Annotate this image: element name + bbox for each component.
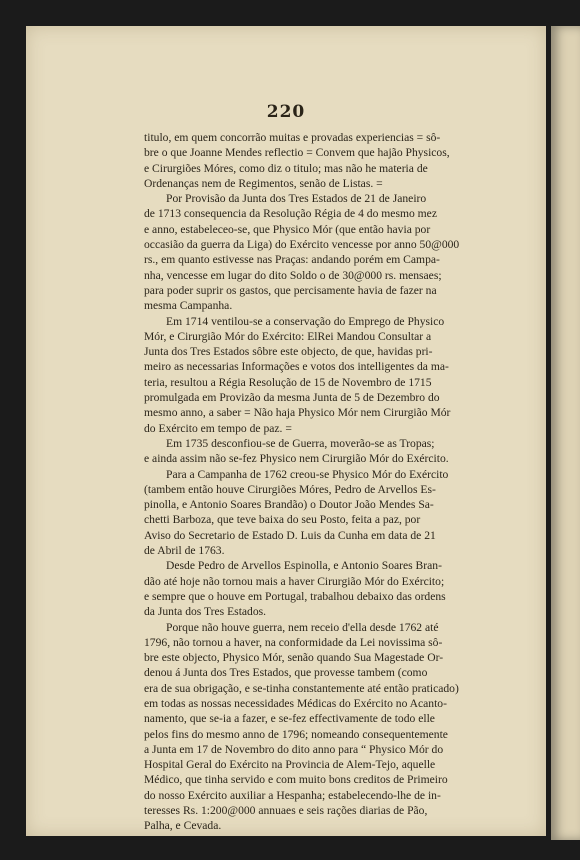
text-line: da Junta dos Tres Estados. (144, 605, 267, 619)
text-line: nha, vencesse em lugar do dito Soldo o de 30@000 rs. mensaes; (144, 268, 442, 282)
page-body-text (144, 130, 544, 834)
text-line: para poder suprir os gastos, que percisamente havia de fazer na (144, 283, 437, 297)
text-line: teresses Rs. 1:200@000 annuaes e seis rações diarias de Pão, (144, 804, 428, 818)
text-line: Aviso do Secretario de Estado D. Luis da Cunha em data de 21 (144, 528, 436, 542)
text-line: era de sua obrigação, e se-tinha constantemente até então praticado) (144, 681, 459, 695)
text-line: do Exército em tempo de paz. = (144, 421, 292, 435)
text-line: occasião da guerra da Liga) do Exército vencesse por anno 50@000 (144, 238, 460, 252)
text-line: Médico, que tinha servido e com muito bons creditos de Primeiro (144, 773, 448, 787)
paragraph (144, 467, 544, 559)
text-line: Hospital Geral do Exército na Provincia de Alem-Tejo, aquelle (144, 758, 436, 772)
text-line: denou á Junta dos Tres Estados, que provesse tambem (como (144, 666, 428, 680)
text-line: Desde Pedro de Arvellos Espinolla, e Antonio Soares Bran- (166, 559, 442, 573)
text-line: em todas as nossas necessidades Médicas do Exército no Acanto- (144, 696, 447, 710)
text-line: Mór, e Cirurgião Mór do Exército: ElRei Mandou Consultar a (144, 329, 432, 343)
text-line: Ordenanças nem de Regimentos, senão de Listas. = (144, 176, 383, 190)
text-line: e sempre que o houve em Portugal, trabalhou debaixo das ordens (144, 589, 446, 603)
text-line: Para a Campanha de 1762 creou-se Physico Mór do Exército (166, 467, 449, 481)
paragraph (144, 620, 544, 834)
adjacent-page-edge (551, 26, 580, 840)
paragraph (144, 130, 544, 191)
text-line: pinolla, e Antonio Soares Brandão) o Doutor João Mendes Sa- (144, 498, 434, 512)
text-line: e Cirurgiões Móres, como diz o titulo; mas não he materia de (144, 161, 428, 175)
text-line: bre este objecto, Physico Mór, senão quando Sua Magestade Or- (144, 651, 444, 665)
text-line: Em 1714 ventilou-se a conservação do Emprego de Physico (166, 314, 445, 328)
page-number: 220 (266, 102, 306, 122)
text-line: Em 1735 desconfiou-se de Guerra, moverão-se as Tropas; (166, 436, 435, 450)
text-line: e ainda assim não se-fez Physico nem Cirurgião Mór do Exército. (144, 452, 449, 466)
text-line: rs., em quanto estivesse nas Praças: andando porém em Campa- (144, 253, 440, 267)
text-line: Por Provisão da Junta dos Tres Estados de 21 de Janeiro (166, 192, 427, 206)
text-line: bre o que Joanne Mendes reflectio = Convem que hajão Physicos, (144, 146, 450, 160)
text-line: de 1713 consequencia da Resolução Régia de 4 do mesmo mez (144, 207, 437, 221)
text-line: Junta dos Tres Estados sôbre este objecto, de que, havidas pri- (144, 345, 433, 359)
paragraph (144, 191, 544, 313)
text-line: do nosso Exército auxiliar a Hespanha; estabelecendo-lhe de in- (144, 788, 441, 802)
text-line: namento, que se-ia a fazer, e se-fez effectivamente de todo elle (144, 712, 435, 726)
text-line: mesmo anno, a saber = Não haja Physico Mór nem Cirurgião Mór (144, 406, 451, 420)
text-line: mesma Campanha. (144, 299, 233, 313)
text-line: (tambem então houve Cirurgiões Móres, Pedro de Arvellos Es- (144, 482, 436, 496)
text-line: de Abril de 1763. (144, 544, 225, 558)
text-line: chetti Barboza, que teve baixa do seu Posto, feita a paz, por (144, 513, 421, 527)
text-line: promulgada em Provizão da mesma Junta de 5 de Dezembro do (144, 391, 440, 405)
paragraph (144, 436, 544, 467)
text-line: Porque não houve guerra, nem receio d'ella desde 1762 até (166, 620, 439, 634)
text-line: Palha, e Cevada. (144, 819, 222, 833)
text-line: titulo, em quem concorrão muitas e provadas experiencias = sô- (144, 131, 441, 144)
paragraph (144, 558, 544, 619)
text-line: 1796, não tornou a haver, na conformidade da Lei novissima sô- (144, 635, 443, 649)
text-line: dão até hoje não tornou mais a haver Cirurgião Mór do Exército; (144, 574, 445, 588)
text-line: pelos fins do mesmo anno de 1796; nomeando consequentemente (144, 727, 448, 741)
paragraph (144, 314, 544, 436)
text-line: e anno, estabeleceo-se, que Physico Mór (que então havia por (144, 222, 431, 236)
text-line: a Junta em 17 de Novembro do dito anno para “ Physico Mór do (144, 742, 444, 756)
text-line: teria, resultou a Régia Resolução de 15 de Novembro de 1715 (144, 375, 432, 389)
book-page (26, 26, 546, 836)
text-line: meiro as necessarias Informações e votos dos intelligentes da ma- (144, 360, 449, 374)
